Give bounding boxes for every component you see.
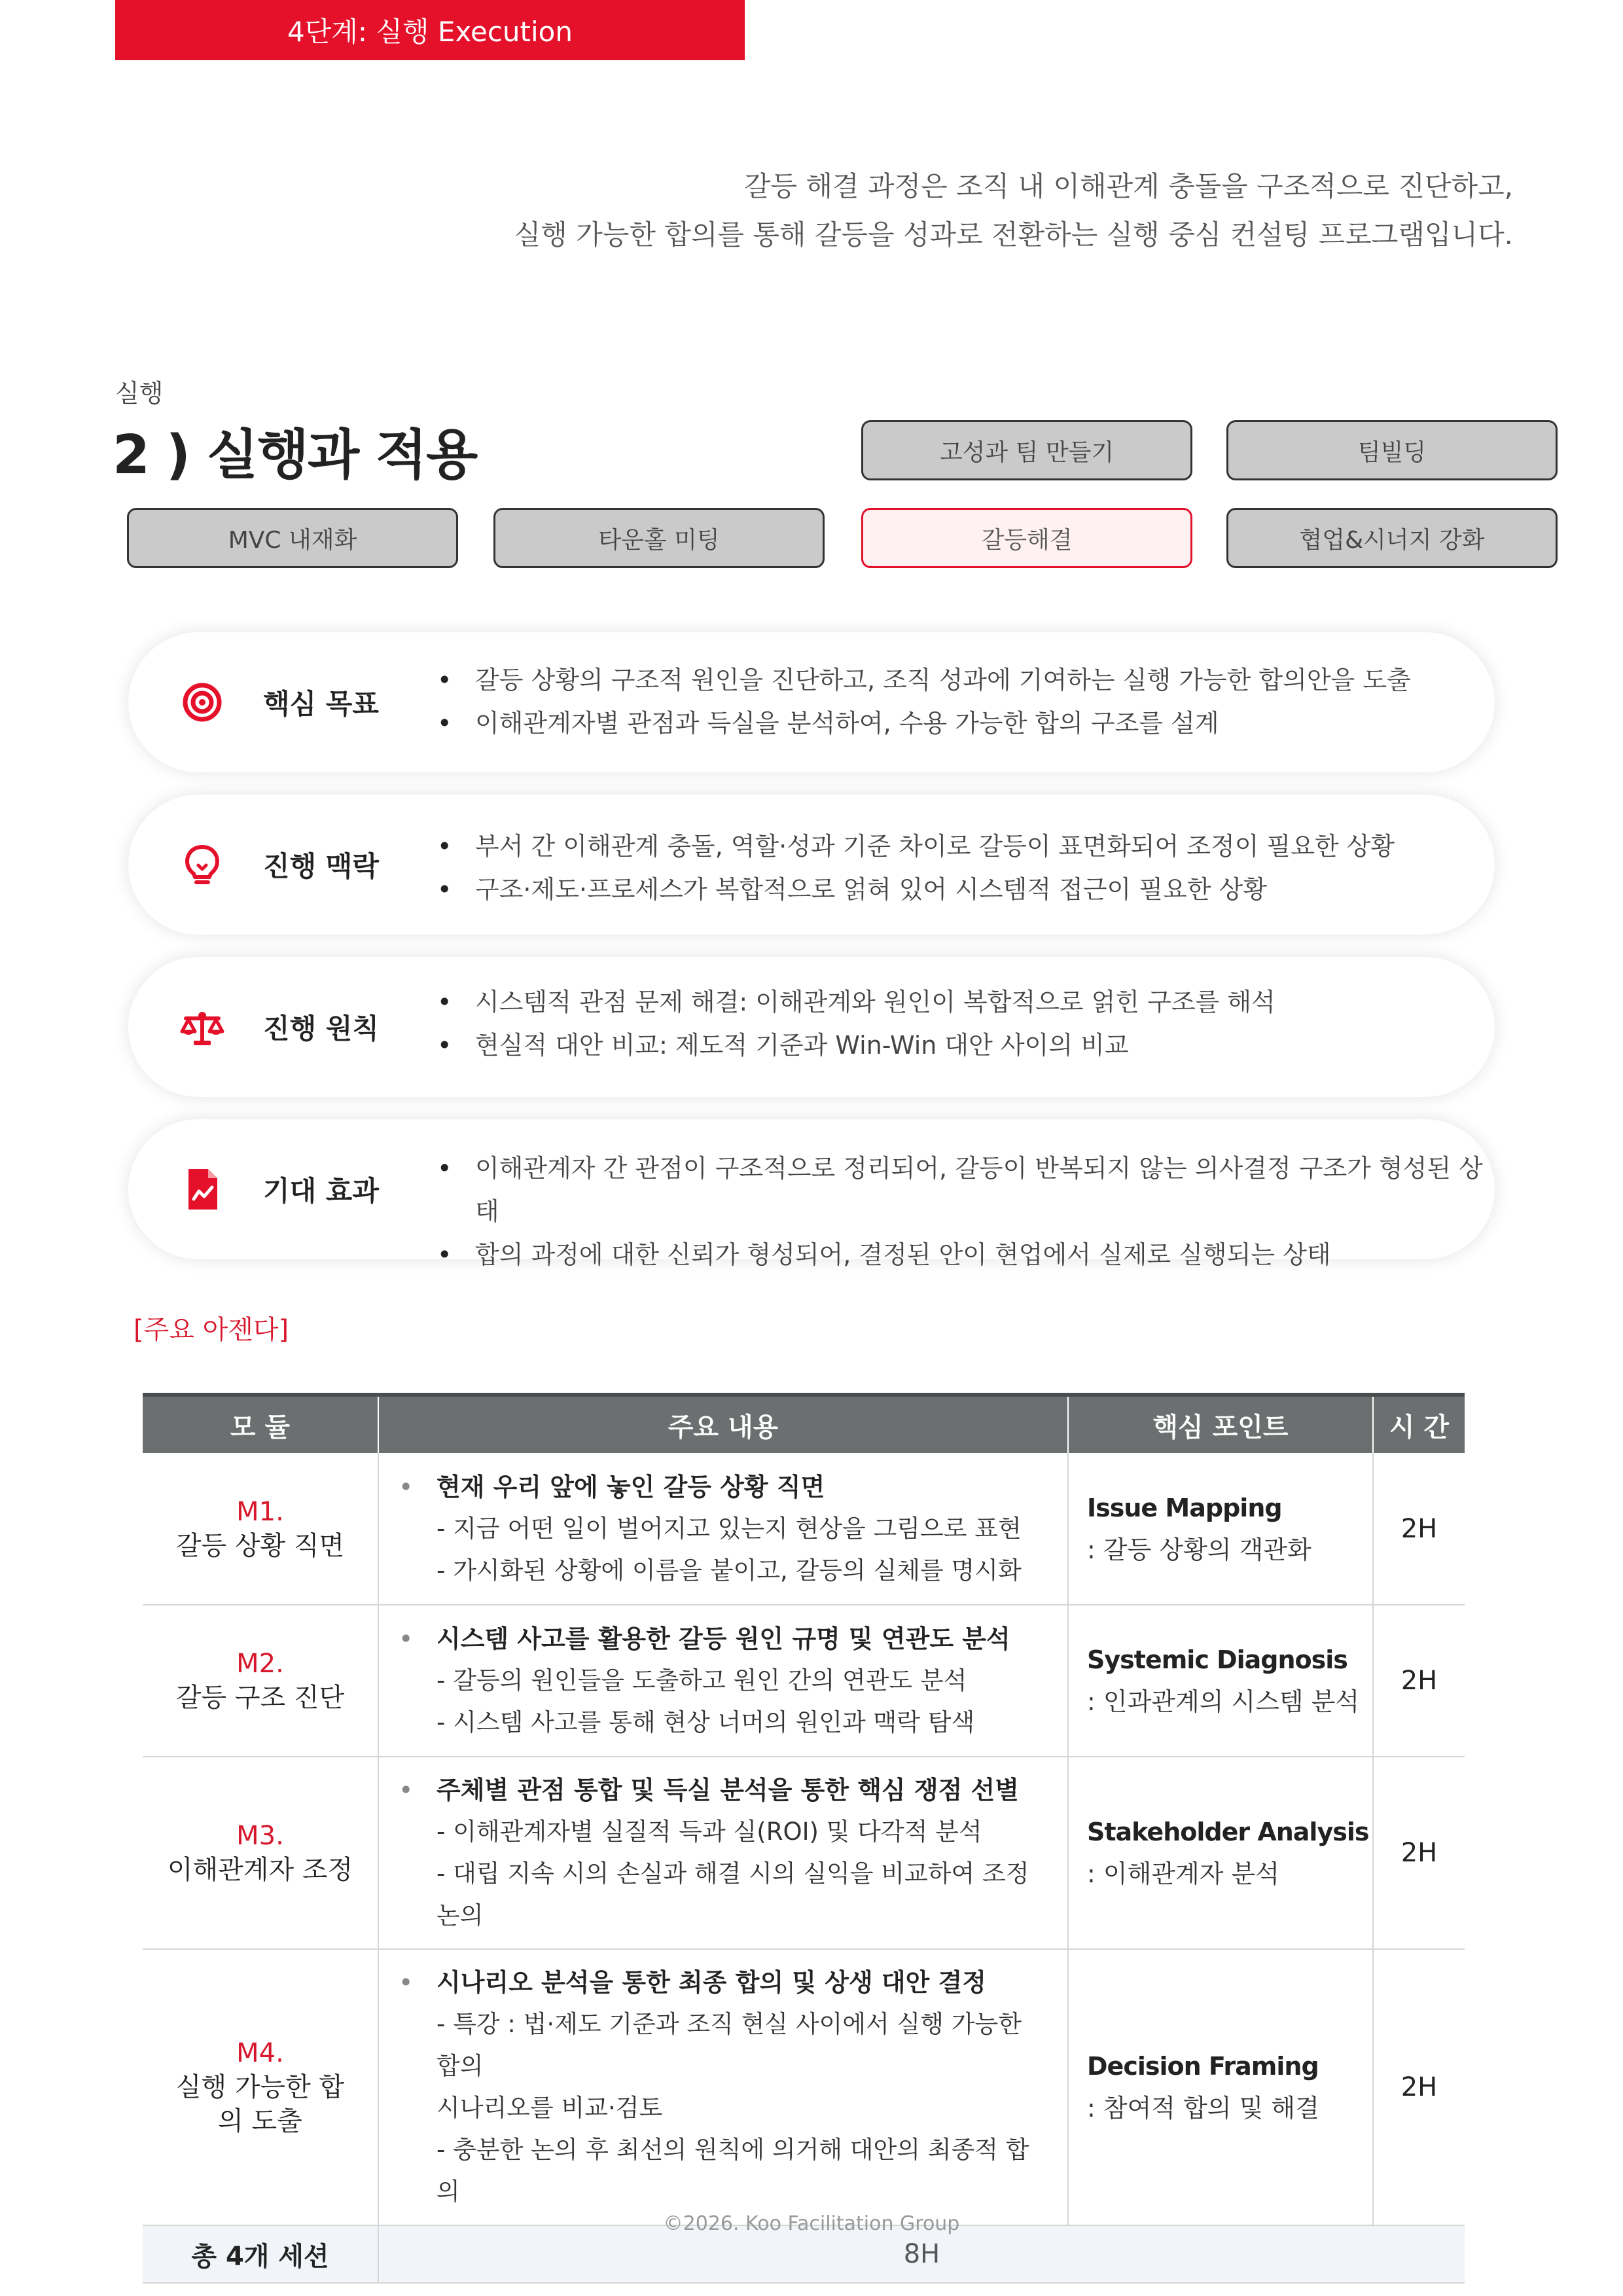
content-cell	[378, 1757, 1068, 1949]
key-point-cell	[1068, 1757, 1373, 1949]
stage-tab: 4단계: 실행 Execution	[115, 0, 745, 60]
column-header-time: 시 간	[1373, 1395, 1465, 1453]
module-cell	[143, 1605, 378, 1757]
content-detail: - 대립 지속 시의 손실과 해결 시의 실익을 비교하여 조정 논의	[437, 1859, 1029, 1929]
card-expected-effect	[128, 1119, 1495, 1269]
key-point-desc: : 참여적 합의 및 해결	[1087, 2094, 1319, 2123]
content-detail: - 시스템 사고를 통해 현상 너머의 원인과 맥락 탐색	[437, 1708, 975, 1736]
card-bullet: • 구조·제도·프로세스가 복합적으로 얽혀 있어 시스템적 접근이 필요한 상황	[437, 868, 1395, 911]
table-row	[143, 1757, 1465, 1949]
content-detail: - 가시화된 상황에 이름을 붙이고, 갈등의 실체를 명시화	[437, 1556, 1022, 1585]
time-cell: 2H	[1373, 1757, 1465, 1949]
module-code: M1.	[236, 1496, 284, 1527]
document-chart-icon	[179, 1166, 225, 1212]
time-cell: 2H	[1373, 1453, 1465, 1605]
lightbulb-icon	[179, 842, 225, 888]
column-header-content: 주요 내용	[378, 1395, 1068, 1453]
content-detail: - 충분한 논의 후 최선의 원칙에 의거해 대안의 최종적 합의	[437, 2136, 1029, 2206]
module-code: M3.	[236, 1821, 284, 1851]
module-name: 이해관계자 조정	[167, 1855, 353, 1885]
card-bullet: • 현실적 대안 비교: 제도적 기준과 Win-Win 대안 사이의 비교	[437, 1024, 1275, 1067]
content-detail: - 이해관계자별 실질적 득과 실(ROI) 및 다각적 분석	[437, 1818, 982, 1846]
content-heading: • 시나리오 분석을 통한 최종 합의 및 상생 대안 결정	[399, 1962, 1052, 2003]
card-bullet: • 합의 과정에 대한 신뢰가 형성되어, 결정된 안이 현업에서 실제로 실행되는 상태	[437, 1233, 1495, 1276]
content-detail: 시나리오를 비교·검토	[437, 2094, 663, 2122]
module-code: M2.	[236, 1649, 284, 1679]
scale-icon	[179, 1004, 225, 1050]
column-header-key-point: 핵심 포인트	[1068, 1395, 1373, 1453]
module-name: 갈등 상황 직면	[175, 1530, 345, 1561]
target-icon	[179, 679, 225, 725]
key-point-title: Decision Framing	[1087, 2052, 1319, 2081]
key-point-desc: : 인과관계의 시스템 분석	[1087, 1687, 1360, 1716]
program-pill-mvc[interactable]: MVC 내재화	[127, 508, 458, 568]
card-bullets	[437, 825, 1395, 911]
section-title: 2 ) 실행과 적용	[113, 424, 477, 486]
module-cell	[143, 1949, 378, 2225]
key-point-title: Stakeholder Analysis	[1087, 1818, 1369, 1846]
card-bullet: • 이해관계자 간 관점이 구조적으로 정리되어, 갈등이 반복되지 않는 의사결정 구조가 형성된 상태	[437, 1147, 1495, 1233]
time-cell: 2H	[1373, 1605, 1465, 1757]
card-bullets	[437, 658, 1411, 745]
key-point-title: Issue Mapping	[1087, 1493, 1282, 1522]
card-principles	[128, 957, 1495, 1097]
intro-text	[514, 162, 1513, 259]
card-label: 진행 맥락	[263, 850, 379, 882]
content-cell	[378, 1949, 1068, 2225]
table-row	[143, 1605, 1465, 1757]
key-point-cell	[1068, 1453, 1373, 1605]
agenda-table	[143, 1393, 1465, 2284]
table-header-row	[143, 1395, 1465, 1453]
total-sessions: 총 4개 세션	[143, 2225, 378, 2283]
program-pill-high-performance-team[interactable]: 고성과 팀 만들기	[861, 420, 1192, 480]
content-detail: - 지금 어떤 일이 벌어지고 있는지 현상을 그림으로 표현	[437, 1514, 1022, 1543]
content-heading: • 현재 우리 앞에 놓인 갈등 상황 직면	[399, 1466, 1052, 1508]
content-cell	[378, 1453, 1068, 1605]
program-pill-conflict-resolution[interactable]: 갈등해결	[861, 508, 1192, 568]
total-time: 8H	[378, 2225, 1465, 2283]
card-label: 핵심 목표	[263, 688, 379, 720]
footer-copyright: ©2026. Koo Facilitation Group	[663, 2212, 960, 2235]
card-bullet: • 부서 간 이해관계 충돌, 역할·성과 기준 차이로 갈등이 표면화되어 조정이 필요한 상황	[437, 825, 1395, 868]
section-kicker: 실행	[115, 379, 164, 408]
card-bullet: • 갈등 상황의 구조적 원인을 진단하고, 조직 성과에 기여하는 실행 가능한 합의안을 도출	[437, 658, 1411, 702]
table-row	[143, 1949, 1465, 2225]
card-bullets	[437, 1147, 1495, 1276]
intro-line-1: 갈등 해결 과정은 조직 내 이해관계 충돌을 구조적으로 진단하고,	[743, 170, 1513, 202]
content-heading: • 주체별 관점 통합 및 득실 분석을 통한 핵심 쟁점 선별	[399, 1769, 1052, 1811]
key-point-desc: : 갈등 상황의 객관화	[1087, 1535, 1311, 1564]
module-name: 갈등 구조 진단	[175, 1683, 345, 1713]
card-context	[128, 795, 1495, 935]
table-row	[143, 1453, 1465, 1605]
module-code: M4.	[236, 2038, 284, 2068]
card-bullets	[437, 980, 1275, 1067]
card-core-goal	[128, 632, 1495, 772]
program-pill-team-building[interactable]: 팀빌딩	[1226, 420, 1558, 480]
content-cell	[378, 1605, 1068, 1757]
module-cell	[143, 1453, 378, 1605]
key-point-cell	[1068, 1949, 1373, 2225]
key-point-desc: : 이해관계자 분석	[1087, 1859, 1279, 1888]
key-point-title: Systemic Diagnosis	[1087, 1645, 1347, 1674]
content-heading: • 시스템 사고를 활용한 갈등 원인 규명 및 연관도 분석	[399, 1618, 1052, 1660]
time-cell: 2H	[1373, 1949, 1465, 2225]
card-bullet: • 이해관계자별 관점과 득실을 분석하여, 수용 가능한 합의 구조를 설계	[437, 702, 1411, 745]
key-point-cell	[1068, 1605, 1373, 1757]
content-detail: - 갈등의 원인들을 도출하고 원인 간의 연관도 분석	[437, 1666, 967, 1695]
module-cell	[143, 1757, 378, 1949]
agenda-label: [주요 아젠다]	[134, 1315, 289, 1345]
card-bullet: • 시스템적 관점 문제 해결: 이해관계와 원인이 복합적으로 얽힌 구조를 해석	[437, 980, 1275, 1024]
intro-line-2: 실행 가능한 합의를 통해 갈등을 성과로 전환하는 실행 중심 컨설팅 프로그램입니다.	[514, 219, 1513, 251]
module-name: 실행 가능한 합의 도출	[175, 2072, 345, 2136]
program-pill-collaboration[interactable]: 협업&시너지 강화	[1226, 508, 1558, 568]
card-label: 진행 원칙	[263, 1013, 379, 1045]
column-header-module: 모 듈	[143, 1395, 378, 1453]
card-label: 기대 효과	[263, 1175, 379, 1207]
content-detail: - 특강 : 법·제도 기준과 조직 현실 사이에서 실행 가능한 합의	[437, 2010, 1022, 2080]
program-pill-townhall[interactable]: 타운홀 미팅	[493, 508, 825, 568]
